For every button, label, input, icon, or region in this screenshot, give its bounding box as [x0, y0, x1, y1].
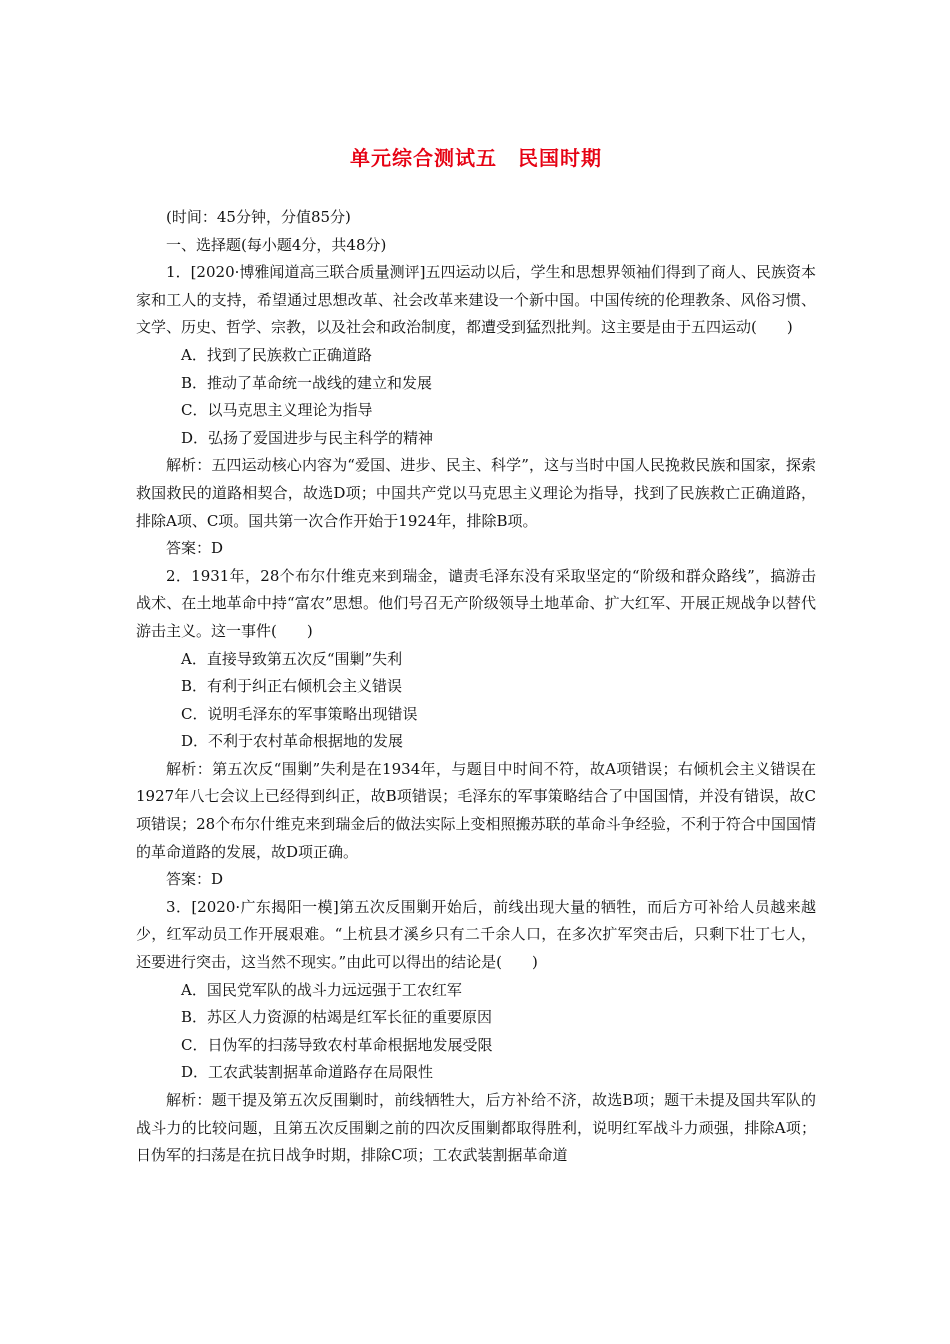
option-d: D．不利于农村革命根据地的发展 — [181, 732, 404, 751]
option-a: A．国民党军队的战斗力远远强于工农红军 — [181, 980, 462, 999]
document-page — [136, 140, 816, 1170]
option-c: C．日伪军的扫荡导致农村革命根据地发展受限 — [181, 1035, 493, 1054]
option-d: D．弘扬了爱国进步与民主科学的精神 — [181, 428, 434, 447]
question-3 — [136, 894, 816, 1170]
question-2 — [136, 563, 816, 894]
question-1 — [136, 259, 816, 563]
analysis: 解析：第五次反“围剿”失利是在1934年，与题目中时间不符，故A项错误；右倾机会主义错误在1927年八七会议上已经得到纠正，故B项错误；毛泽东的军事策略结合了中国国情，并没有错误，故C项错误；28个布尔什维克来到瑞金后的做法实际上变相照搬苏联的革命斗争经验，不利于符合中国国情的革命道路的发展，故D项正确。 — [136, 759, 816, 861]
analysis: 解析：五四运动核心内容为“爱国、进步、民主、科学”，这与当时中国人民挽救民族和国家，探索救国救民的道路相契合，故选D项；中国共产党以马克思主义理论为指导，找到了民族救亡正确道路，排除A项、C项。国共第一次合作开始于1924年，排除B项。 — [136, 456, 816, 530]
option-a: A．直接导致第五次反“围剿”失利 — [181, 649, 403, 668]
option-b: B．有利于纠正右倾机会主义错误 — [181, 677, 403, 696]
question-stem: 1．[2020·博雅闻道高三联合质量测评]五四运动以后，学生和思想界领袖们得到了商人、民族资本家和工人的支持，希望通过思想改革、社会改革来建设一个新中国。中国传统的伦理教条、风俗习惯、文学、历史、哲学、宗教，以及社会和政治制度，都遭受到猛烈批判。这主要是由于五四运动( ) — [136, 263, 816, 337]
section-heading: 一、选择题(每小题4分，共48分) — [166, 235, 387, 254]
question-stem: 3．[2020·广东揭阳一模]第五次反围剿开始后，前线出现大量的牺牲，而后方可补给人员越来越少，红军动员工作开展艰难。“上杭县才溪乡只有二千余人口，在多次扩军突击后，只剩下壮丁七人，还要进行突击，这当然不现实。”由此可以得出的结论是( ) — [136, 897, 816, 972]
option-d: D．工农武装割据革命道路存在局限性 — [181, 1063, 434, 1082]
option-b: B．苏区人力资源的枯竭是红军长征的重要原因 — [181, 1008, 493, 1027]
option-c: C．说明毛泽东的军事策略出现错误 — [181, 704, 418, 723]
page-title: 单元综合测试五 民国时期 — [350, 146, 602, 170]
analysis: 解析：题干提及第五次反围剿时，前线牺牲大，后方补给不济，故选B项；题干未提及国共军队的战斗力的比较问题，且第五次反围剿之前的四次反围剿都取得胜利，说明红军战斗力顽强，排除A项；日伪军的扫荡是在抗日战争时期，排除C项；工农武装割据革命道 — [136, 1091, 816, 1165]
exam-meta: (时间：45分钟，分值85分) — [166, 208, 351, 226]
option-c: C．以马克思主义理论为指导 — [181, 401, 373, 420]
answer: 答案：D — [166, 539, 224, 558]
option-a: A．找到了民族救亡正确道路 — [181, 345, 372, 364]
answer: 答案：D — [166, 870, 224, 889]
option-b: B．推动了革命统一战线的建立和发展 — [181, 373, 433, 392]
question-stem: 2．1931年，28个布尔什维克来到瑞金，谴责毛泽东没有采取坚定的“阶级和群众路线”，搞游击战术、在土地革命中持“富农”思想。他们号召无产阶级领导土地革命、扩大红军、开展正规战争以替代游击主义。这一事件( ) — [136, 566, 816, 640]
